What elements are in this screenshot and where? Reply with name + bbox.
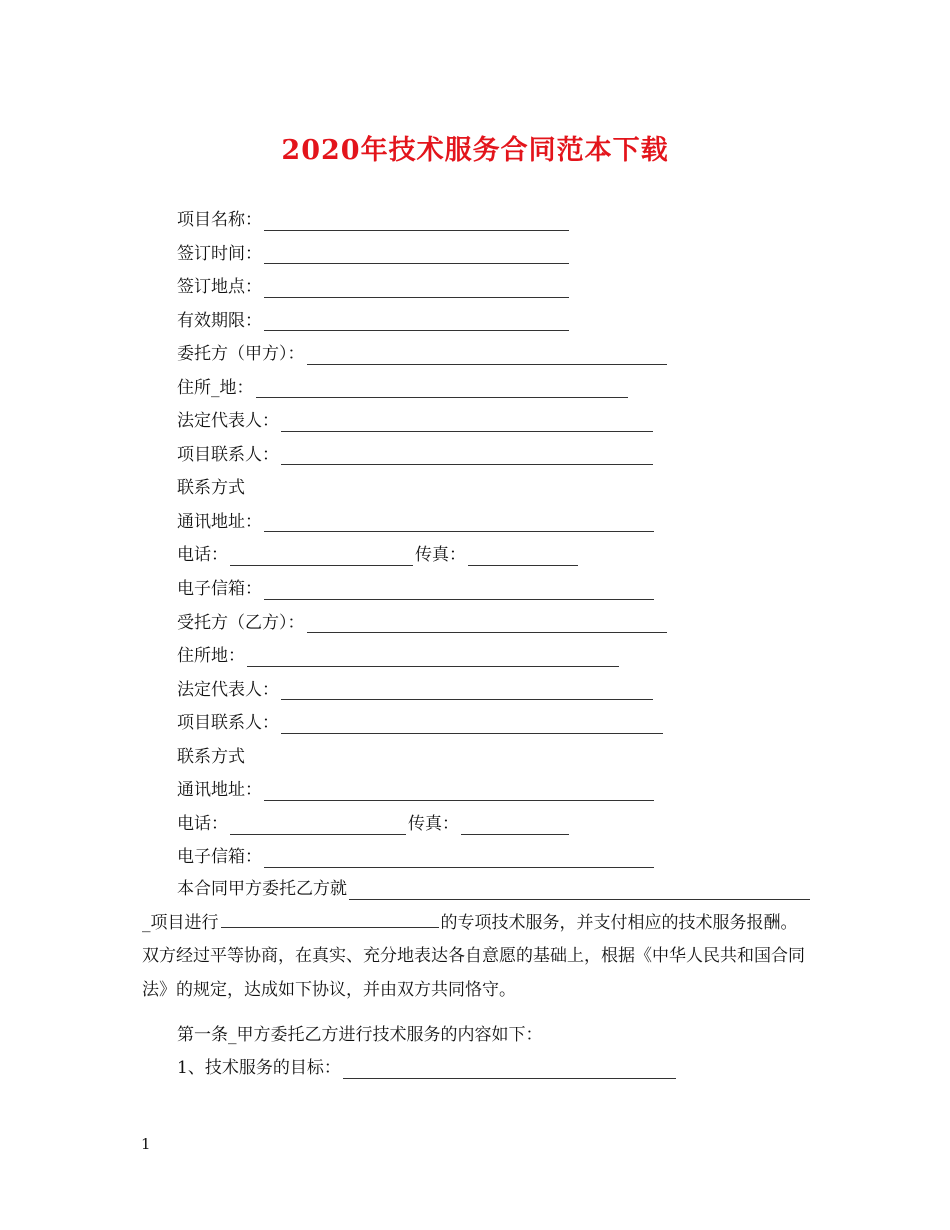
article-1-heading — [177, 1020, 543, 1050]
field-row — [177, 306, 571, 336]
field-row — [177, 574, 656, 604]
project-name-blank[interactable] — [349, 879, 810, 900]
field-blank[interactable] — [264, 511, 654, 532]
party-b-email-row — [177, 842, 656, 872]
field-blank[interactable] — [281, 713, 663, 734]
field-blank[interactable] — [264, 243, 569, 264]
field-row — [177, 205, 571, 235]
field-row — [177, 339, 669, 369]
field-row — [177, 440, 655, 470]
item-1-row — [177, 1053, 678, 1083]
item-1-label: 1、技术服务的目标： — [177, 1058, 341, 1078]
party-a-phone-fax-row — [177, 540, 580, 570]
field-label: 住所_地： — [177, 377, 254, 398]
field-label: 电子信箱： — [177, 579, 262, 599]
field-label: 法定代表人： — [177, 411, 279, 431]
field-row — [177, 641, 621, 671]
field-row — [177, 373, 630, 403]
field-row — [177, 742, 245, 772]
fax-blank[interactable] — [461, 814, 569, 835]
field-label: 法定代表人： — [177, 679, 279, 700]
field-blank[interactable] — [264, 310, 569, 331]
field-row — [177, 507, 656, 537]
field-label: 项目联系人： — [177, 713, 279, 733]
field-blank[interactable] — [281, 444, 653, 465]
party-b-phone-fax-row — [177, 809, 571, 839]
field-blank[interactable] — [307, 612, 667, 633]
phone-blank[interactable] — [230, 545, 413, 566]
field-label: 有效期限： — [177, 310, 262, 331]
fax-label: 传真： — [408, 814, 459, 834]
field-label: 签订时间： — [177, 243, 262, 264]
field-row — [177, 608, 669, 638]
field-label: 签订地点： — [177, 277, 262, 297]
intro-body: 的专项技术服务，并支付相应的技术服务报酬。双方经过平等协商，在真实、充分地表达各自意愿的基础上，根据《中华人民共和国合同法》的规定，达成如下协议，并由双方共同恪守。 — [142, 912, 805, 1000]
field-blank[interactable] — [247, 646, 619, 667]
phone-blank[interactable] — [230, 814, 406, 835]
document-title: 2020年技术服务合同范本下载 — [281, 135, 669, 166]
field-blank[interactable] — [264, 780, 654, 801]
phone-label: 电话： — [177, 545, 228, 565]
field-blank[interactable] — [264, 579, 654, 600]
field-label: 受托方（乙方）： — [177, 612, 305, 633]
contract-intro-paragraph — [142, 873, 812, 1007]
field-label: 项目名称： — [177, 210, 262, 230]
item-1-blank[interactable] — [343, 1058, 676, 1079]
field-blank[interactable] — [281, 411, 653, 432]
field-label: 通讯地址： — [177, 511, 262, 532]
field-label: 项目联系人： — [177, 444, 279, 465]
service-blank[interactable] — [221, 909, 439, 928]
fax-label: 传真： — [415, 545, 466, 565]
field-label: 通讯地址： — [177, 780, 262, 800]
email-label: 电子信箱： — [177, 847, 262, 867]
field-label: 联系方式 — [177, 478, 245, 498]
field-row — [177, 675, 655, 705]
intro-start: 本合同甲方委托乙方就 — [177, 879, 347, 899]
field-row — [177, 775, 656, 805]
field-blank[interactable] — [264, 210, 569, 231]
fax-blank[interactable] — [468, 545, 578, 566]
field-row — [177, 708, 665, 738]
field-blank[interactable] — [281, 679, 653, 700]
field-label: 委托方（甲方）： — [177, 344, 305, 364]
field-blank[interactable] — [264, 277, 569, 298]
page-number: 1 — [141, 1135, 151, 1153]
email-blank[interactable] — [264, 847, 654, 868]
field-label: 住所地： — [177, 646, 245, 666]
field-row — [177, 239, 571, 269]
field-blank[interactable] — [256, 377, 628, 398]
phone-label: 电话： — [177, 814, 228, 834]
field-row — [177, 272, 571, 302]
field-row — [177, 406, 655, 436]
field-row — [177, 473, 245, 503]
article-1-text: 第一条_甲方委托乙方进行技术服务的内容如下： — [177, 1025, 543, 1045]
intro-project: _项目进行 — [142, 912, 219, 933]
field-blank[interactable] — [307, 344, 667, 365]
field-label: 联系方式 — [177, 746, 245, 767]
